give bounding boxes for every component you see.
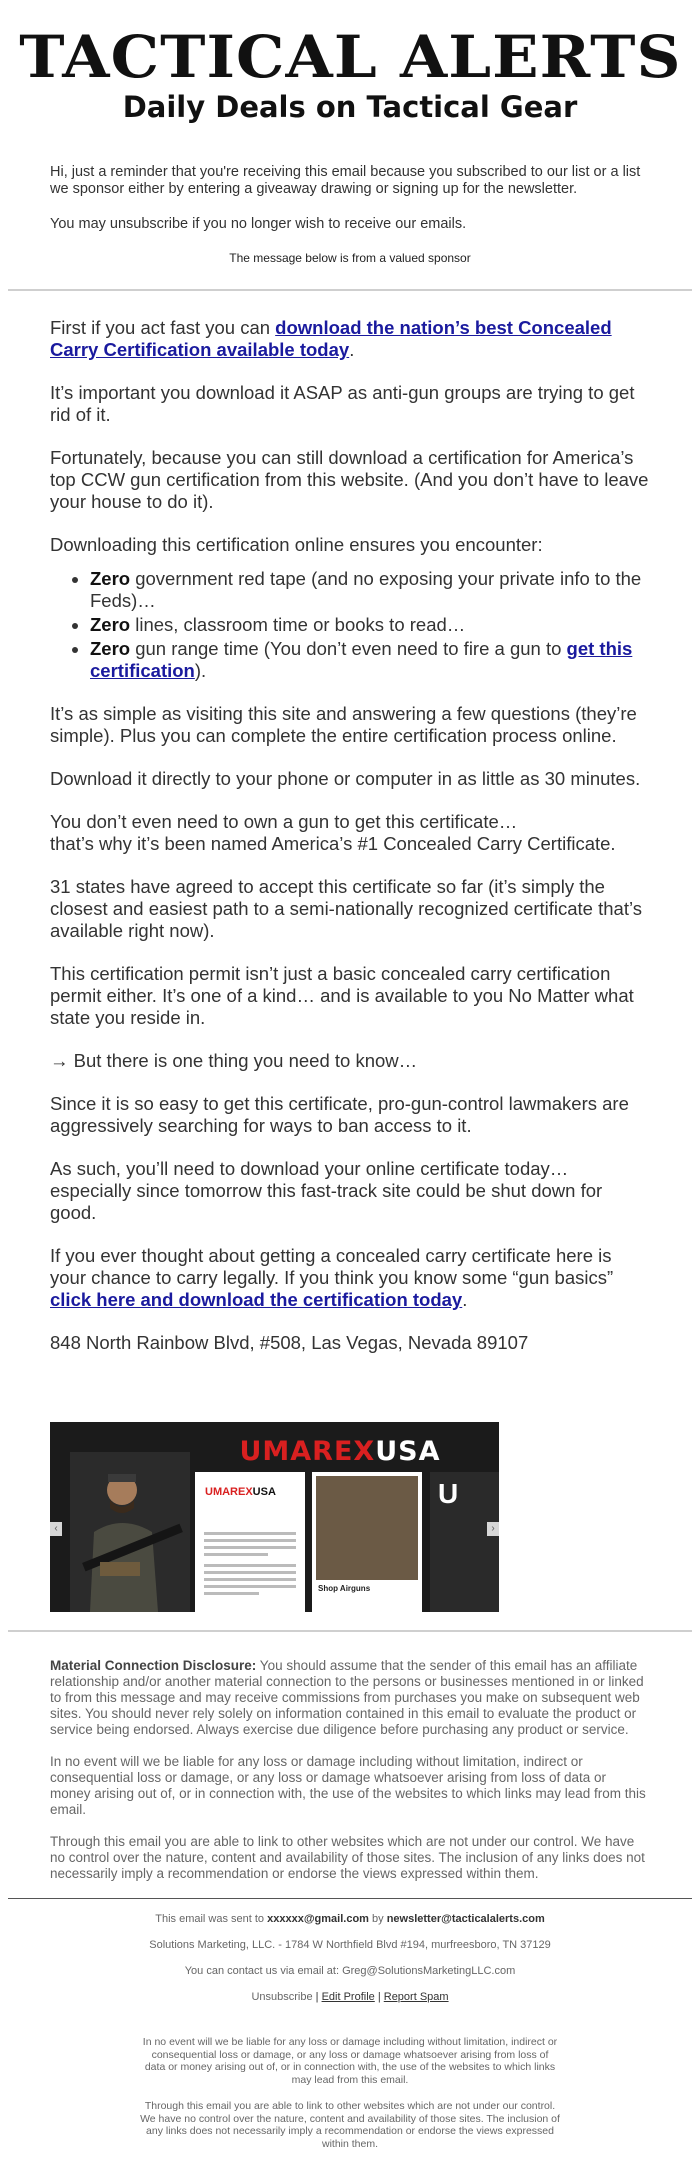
benefits-list: [50, 568, 650, 682]
footer-links: Unsubscribe | Edit Profile | Report Spam: [251, 1991, 449, 2003]
paragraph: 31 states have agreed to accept this certificate so far (it’s simply the closest and easiest path to a semi-nationally recognized certificate that’s available right now).: [50, 876, 642, 941]
carousel-next-button[interactable]: ›: [487, 1522, 499, 1536]
umarex-partial-card[interactable]: [430, 1472, 499, 1612]
unsubscribe-link[interactable]: Unsubscribe: [251, 1991, 313, 2003]
umarex-info-card[interactable]: [195, 1472, 305, 1612]
footer-legal: [0, 2036, 700, 2150]
paragraph: Fortunately, because you can still download a certification for America’s top CCW gun certification from this website. (And you don’t have to leave your house to do it).: [50, 447, 649, 512]
footer-liability: In no event will we be liable for any loss or damage including without limitation, indirect or consequential loss or damage, or any loss or damage whatsoever arising from loss of data or money arising out of, or in connection with, the use of the websites to which links may lead from this email.: [142, 2036, 558, 2086]
paragraph: → But there is one thing you need to know…: [50, 1050, 418, 1071]
paragraph: As such, you’ll need to download your online certificate today… especially since tomorrow this fast-track site could be shut down for good.: [50, 1158, 603, 1223]
airguns-photo: [316, 1476, 418, 1580]
logo-title: TACTICAL ALERTS: [18, 23, 682, 91]
soldier-illustration: [70, 1452, 190, 1612]
paragraph: Download it directly to your phone or computer in as little as 30 minutes.: [50, 768, 641, 789]
disclosure-section: [0, 1658, 700, 1882]
footer: [0, 1913, 700, 2004]
paragraph: First if you act fast you can download the nation’s best Concealed Carry Certification available today.: [50, 317, 612, 360]
paragraph: You don’t even need to own a gun to get this certificate… that’s why it’s been named America’s #1 Concealed Carry Certificate.: [50, 811, 616, 854]
paragraph: Since it is so easy to get this certificate, pro-gun-control lawmakers are aggressively searching for ways to ban access to it.: [50, 1093, 629, 1136]
sponsor-message: [0, 317, 700, 1354]
get-certification-link[interactable]: get this certification: [90, 638, 633, 681]
footer-external-links: Through this email you are able to link to other websites which are not under our control. We have no control over the nature, content and availability of those sites. The inclusion of any links does not necessarily imply a recommendation or endorse the views expressed within them.: [140, 2100, 560, 2150]
contact-line: You can contact us via email at: Greg@SolutionsMarketingLLC.com: [184, 1965, 516, 1977]
unsubscribe-note: You may unsubscribe if you no longer wish to receive our emails.: [50, 216, 467, 232]
carousel-prev-button[interactable]: ‹: [50, 1522, 62, 1536]
divider: [8, 289, 692, 291]
divider: [8, 1630, 692, 1632]
subscription-reminder: Hi, just a reminder that you're receiving this email because you subscribed to our list or a list we sponsor either by entering a giveaway drawing or signing up for the newsletter.: [50, 164, 641, 197]
intro-section: [0, 164, 700, 233]
paragraph: It’s as simple as visiting this site and answering a few questions (they’re simple). Plus you can complete the entire certification process online.: [50, 703, 637, 746]
card-caption: Shop Airguns: [318, 1584, 371, 1593]
umarex-ad-banner[interactable]: [50, 1422, 499, 1612]
paragraph: It’s important you download it ASAP as anti-gun groups are trying to get rid of it.: [50, 382, 635, 425]
footer-divider: [8, 1898, 692, 1899]
edit-profile-link[interactable]: Edit Profile: [321, 1991, 375, 2003]
liability-disclaimer: In no event will we be liable for any loss or damage including without limitation, indirect or consequential loss or damage, or any loss or damage whatsoever arising from loss of data or money arising out of, or in connection with, the use of the websites to which links may lead from this email.: [50, 1754, 646, 1817]
header-logo[interactable]: [0, 0, 700, 126]
list-item: • Zero lines, classroom time or books to read…: [90, 614, 650, 636]
download-certification-cta-link[interactable]: click here and download the certification today: [50, 1289, 463, 1310]
logo-subtitle: Daily Deals on Tactical Gear: [122, 90, 578, 124]
external-links-disclaimer: Through this email you are able to link to other websites which are not under our control. We have no control over the nature, content and availability of those sites. The inclusion of any links does not necessarily imply a recommendation or endorse the views expressed within them.: [50, 1834, 645, 1881]
banner-brand: UMAREXUSA: [239, 1436, 441, 1467]
paragraph: This certification permit isn’t just a basic concealed carry certification permit either. It’s one of a kind… and is available to you No Matter what state you reside in.: [50, 963, 634, 1028]
card-text-lines: [204, 1532, 296, 1599]
card-letter: U: [438, 1478, 459, 1509]
company-address: Solutions Marketing, LLC. - 1784 W Northfield Blvd #194, murfreesboro, TN 37129: [149, 1939, 551, 1951]
report-spam-link[interactable]: Report Spam: [383, 1991, 449, 2003]
list-item: • Zero gun range time (You don’t even need to fire a gun to get this certification).: [90, 638, 650, 682]
download-certification-link[interactable]: download the nation’s best Concealed Carry Certification available today: [50, 317, 612, 360]
shop-airguns-card[interactable]: [312, 1472, 422, 1612]
paragraph: If you ever thought about getting a concealed carry certificate here is your chance to carry legally. If you think you know some “gun basics” click here and download the certification today.: [50, 1245, 614, 1310]
paragraph: Downloading this certification online ensures you encounter:: [50, 534, 543, 555]
sponsor-address: 848 North Rainbow Blvd, #508, Las Vegas, Nevada 89107: [50, 1332, 529, 1353]
list-item: • Zero government red tape (and no exposing your private info to the Feds)…: [90, 568, 650, 612]
sponsor-note: The message below is from a valued sponsor: [229, 251, 471, 265]
card-brand: UMAREXUSA: [205, 1486, 276, 1498]
material-connection-disclosure: Material Connection Disclosure: You should assume that the sender of this email has an affiliate relationship and/or another material connection to the persons or businesses mentioned in or linked to from this message and may receive commissions from purchases you make on subsequent web sites. You should never rely solely on information contained in this email to evaluate the product or service being endorsed. Always exercise due diligence before purchasing any product or service.: [50, 1658, 644, 1737]
sent-to-line: This email was sent to xxxxxx@gmail.com by newsletter@tacticalalerts.com: [155, 1913, 545, 1925]
